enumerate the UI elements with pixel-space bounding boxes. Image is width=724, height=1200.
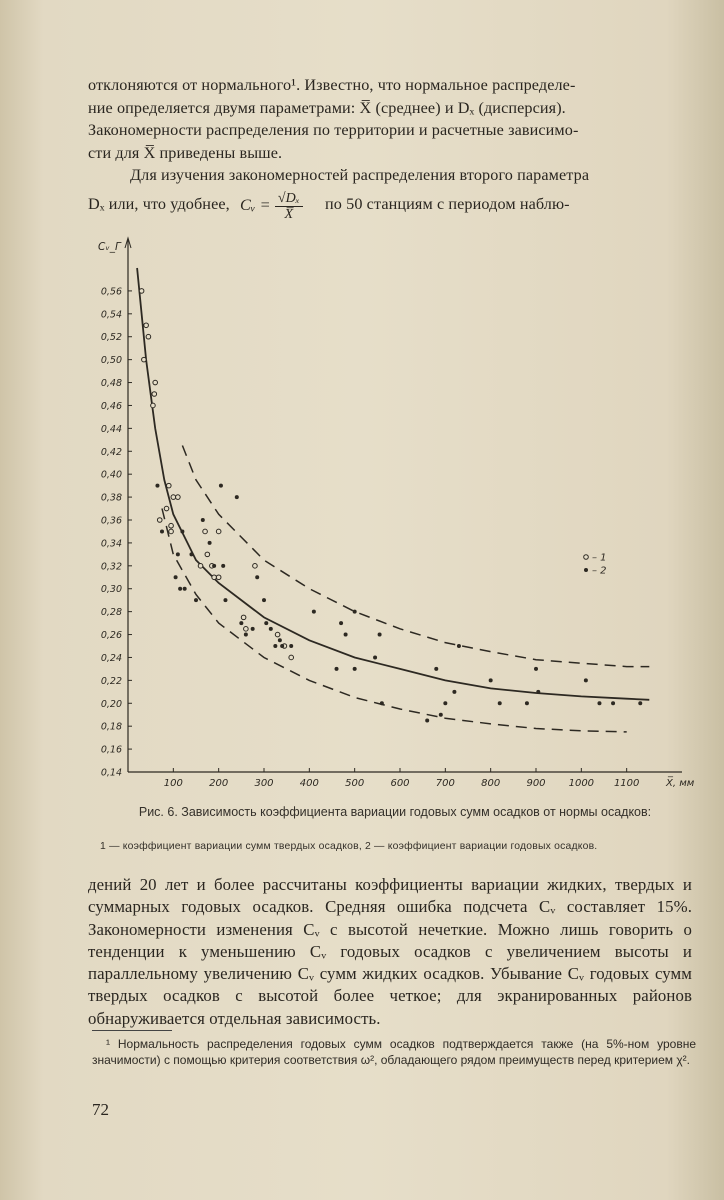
y-tick-label: 0,52 — [100, 332, 122, 344]
legend-label: – 2 — [592, 565, 607, 577]
y-tick-label: 0,24 — [100, 652, 122, 664]
p1-line-2: ние определяется двумя параметрами: X̅ (среднее) и Dₓ (дисперсия). — [88, 98, 566, 117]
point-series-1 — [164, 506, 169, 511]
y-tick-label: 0,54 — [100, 309, 122, 321]
point-series-2 — [255, 575, 259, 579]
point-series-2 — [353, 667, 357, 671]
point-series-2 — [208, 541, 212, 545]
point-series-1 — [176, 495, 181, 500]
point-series-2 — [180, 529, 184, 533]
point-series-2 — [155, 484, 159, 488]
point-series-2 — [174, 575, 178, 579]
point-series-2 — [194, 598, 198, 602]
point-series-2 — [212, 564, 216, 568]
x-tick-label: 900 — [526, 778, 546, 789]
point-series-2 — [638, 701, 642, 705]
point-series-2 — [278, 638, 282, 642]
chart-legend — [584, 553, 607, 577]
point-series-2 — [160, 529, 164, 533]
point-series-2 — [262, 598, 266, 602]
point-series-2 — [312, 610, 316, 614]
point-series-1 — [144, 323, 149, 328]
point-series-1 — [212, 575, 217, 580]
y-tick-label: 0,30 — [100, 584, 122, 596]
x-axis-label: X̅, мм — [666, 778, 695, 789]
point-series-2 — [380, 701, 384, 705]
point-series-1 — [203, 529, 208, 534]
point-series-1 — [244, 627, 249, 632]
x-tick-label: 600 — [390, 778, 410, 789]
curve-upper — [182, 446, 649, 667]
point-series-2 — [584, 678, 588, 682]
point-series-1 — [275, 632, 280, 637]
point-series-2 — [235, 495, 239, 499]
point-series-2 — [534, 667, 538, 671]
point-series-2 — [335, 667, 339, 671]
point-series-1 — [139, 289, 144, 294]
point-series-2 — [178, 587, 182, 591]
point-series-1 — [216, 575, 221, 580]
point-series-2 — [434, 667, 438, 671]
point-series-2 — [536, 690, 540, 694]
x-tick-label: 100 — [163, 778, 183, 789]
point-series-1 — [253, 564, 258, 569]
y-tick-label: 0,48 — [100, 378, 122, 390]
point-series-2 — [425, 718, 429, 722]
chart-points — [139, 289, 642, 723]
y-tick-label: 0,42 — [100, 446, 122, 458]
point-series-2 — [223, 598, 227, 602]
x-tick-label: 300 — [254, 778, 274, 789]
point-series-2 — [273, 644, 277, 648]
point-series-1 — [216, 529, 221, 534]
p1-line-4: сти для X̅ приведены выше. — [88, 143, 283, 162]
legend-label: – 1 — [592, 552, 607, 564]
y-tick-label: 0,16 — [100, 744, 122, 756]
point-series-2 — [452, 690, 456, 694]
point-series-1 — [198, 564, 203, 569]
point-series-2 — [201, 518, 205, 522]
y-tick-label: 0,18 — [100, 721, 122, 733]
point-series-1 — [151, 403, 156, 408]
chart-axes — [98, 238, 695, 789]
legend-marker-1 — [584, 555, 589, 560]
p2-line-1: Для изучения закономерностей распределения второго параметра — [130, 166, 590, 184]
formula-denominator: X̅ — [284, 207, 294, 223]
point-series-2 — [489, 678, 493, 682]
legend-marker-2 — [584, 568, 588, 572]
formula-lhs: Cᵥ = — [239, 196, 271, 215]
y-tick-label: 0,34 — [100, 538, 122, 550]
point-series-2 — [339, 621, 343, 625]
point-series-2 — [264, 621, 268, 625]
point-series-1 — [241, 615, 246, 620]
point-series-1 — [157, 518, 162, 523]
x-tick-label: 1100 — [613, 778, 640, 789]
x-tick-label: 400 — [299, 778, 319, 789]
point-series-2 — [373, 655, 377, 659]
point-series-1 — [142, 357, 147, 362]
point-series-1 — [205, 552, 210, 557]
p1-line-3: Закономерности распределения по территории и расчетные зависимо- — [88, 121, 579, 139]
point-series-1 — [146, 334, 151, 339]
point-series-2 — [289, 644, 293, 648]
y-tick-label: 0,46 — [100, 400, 122, 412]
curve-lower — [162, 509, 627, 732]
y-tick-label: 0,32 — [100, 561, 122, 573]
point-series-1 — [167, 483, 172, 488]
point-series-2 — [439, 713, 443, 717]
point-series-2 — [280, 644, 284, 648]
y-axis-label: Cᵥ_Г — [98, 241, 121, 253]
point-series-2 — [221, 564, 225, 568]
y-tick-label: 0,38 — [100, 492, 122, 504]
point-series-1 — [153, 380, 158, 385]
footnote: ¹ Нормальность распределения годовых сумм осадков подтверждается также (на 5%-ном уровне значимости) с помощью критерия соответствия ω², обладающего рядом преимуществ перед критерием χ². — [92, 1037, 696, 1067]
point-series-2 — [525, 701, 529, 705]
y-tick-label: 0,40 — [100, 469, 122, 481]
point-series-1 — [289, 655, 294, 660]
footnote-rule — [92, 1030, 172, 1031]
point-series-2 — [269, 627, 273, 631]
y-tick-label: 0,56 — [100, 286, 122, 298]
point-series-1 — [169, 523, 174, 528]
point-series-2 — [344, 633, 348, 637]
p2-start: Dₓ или, что удобнее, — [88, 195, 230, 213]
point-series-2 — [219, 484, 223, 488]
y-tick-label: 0,14 — [100, 767, 122, 779]
formula-numerator: √Dₓ — [275, 191, 303, 207]
y-tick-label: 0,28 — [100, 607, 122, 619]
point-series-2 — [189, 552, 193, 556]
y-tick-label: 0,50 — [100, 355, 122, 367]
y-tick-label: 0,22 — [100, 675, 122, 687]
point-series-2 — [239, 621, 243, 625]
p2-end: по 50 станциям с периодом наблю- — [325, 195, 570, 213]
point-series-2 — [498, 701, 502, 705]
p1-line-1: отклоняются от нормального¹. Известно, что нормальное распределе- — [88, 76, 576, 94]
figure-caption: Рис. 6. Зависимость коэффициента вариации годовых сумм осадков от нормы осадков: — [138, 805, 652, 819]
point-series-1 — [152, 392, 157, 397]
curve-mean — [137, 268, 649, 700]
paragraph-3: дений 20 лет и более рассчитаны коэффициенты вариации жидких, твердых и суммарных годовых осадков. Средняя ошибка подсчета Cᵥ составляет 15%. Закономерности изменения Cᵥ с высотой нечеткие. Можно лишь говорить о тенденции к уменьшению Cᵥ годовых осадков с увеличением высоты и параллельному увеличению Cᵥ сумм жидких осадков. Убывание Cᵥ годовых сумм твердых осадков с высотой более четкое; для экранированных районов обнаруживается отдельная зависимость. — [88, 875, 692, 1028]
point-series-2 — [353, 610, 357, 614]
point-series-2 — [176, 552, 180, 556]
x-tick-label: 700 — [435, 778, 455, 789]
x-tick-label: 500 — [345, 778, 365, 789]
x-tick-label: 1000 — [568, 778, 595, 789]
y-tick-label: 0,44 — [100, 423, 122, 435]
y-tick-label: 0,36 — [100, 515, 122, 527]
point-series-2 — [611, 701, 615, 705]
y-tick-label: 0,26 — [100, 630, 122, 642]
point-series-1 — [169, 529, 174, 534]
point-series-2 — [251, 627, 255, 631]
figure-legend-text: 1 — коэффициент вариации сумм твердых осадков, 2 — коэффициент вариации годовых осадков. — [100, 841, 598, 852]
point-series-2 — [443, 701, 447, 705]
x-tick-label: 800 — [481, 778, 501, 789]
page-number: 72 — [92, 1100, 109, 1119]
point-series-2 — [183, 587, 187, 591]
point-series-2 — [457, 644, 461, 648]
y-tick-label: 0,20 — [100, 698, 122, 710]
point-series-2 — [244, 633, 248, 637]
point-series-2 — [378, 633, 382, 637]
point-series-1 — [171, 495, 176, 500]
chart-curves — [137, 268, 649, 732]
x-tick-label: 200 — [209, 778, 229, 789]
point-series-2 — [597, 701, 601, 705]
